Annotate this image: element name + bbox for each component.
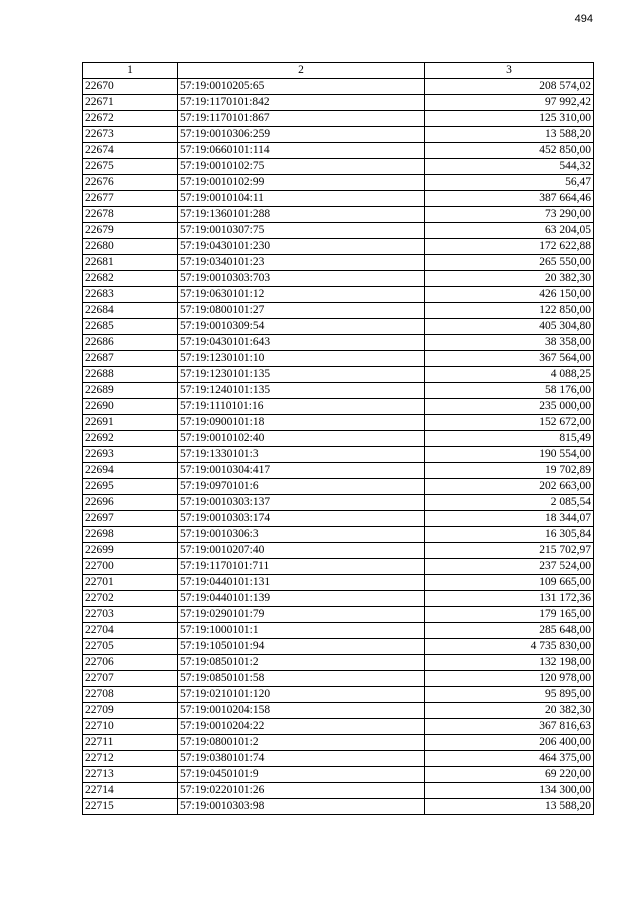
cadastral-value: 131 172,36 (425, 591, 594, 607)
table-row (83, 479, 594, 495)
cadastral-number: 57:19:0010306:3 (178, 527, 425, 543)
table-row (83, 399, 594, 415)
row-number: 22671 (83, 95, 178, 111)
cadastral-number: 57:19:0430101:643 (178, 335, 425, 351)
table-row (83, 79, 594, 95)
cadastral-value: 134 300,00 (425, 783, 594, 799)
row-number: 22689 (83, 383, 178, 399)
row-number: 22709 (83, 703, 178, 719)
cadastral-value: 190 554,00 (425, 447, 594, 463)
table-row (83, 175, 594, 191)
table-row (83, 783, 594, 799)
cadastral-number: 57:19:0010102:40 (178, 431, 425, 447)
cadastral-value: 235 000,00 (425, 399, 594, 415)
row-number: 22670 (83, 79, 178, 95)
cadastral-value: 464 375,00 (425, 751, 594, 767)
row-number: 22676 (83, 175, 178, 191)
cadastral-value: 2 085,54 (425, 495, 594, 511)
table-row (83, 591, 594, 607)
row-number: 22713 (83, 767, 178, 783)
cadastral-number: 57:19:1330101:3 (178, 447, 425, 463)
cadastral-number: 57:19:0800101:27 (178, 303, 425, 319)
cadastral-value: 13 588,20 (425, 127, 594, 143)
cadastral-number: 57:19:0010104:11 (178, 191, 425, 207)
cadastral-number: 57:19:0010303:137 (178, 495, 425, 511)
table-row (83, 767, 594, 783)
row-number: 22703 (83, 607, 178, 623)
cadastral-number: 57:19:0850101:58 (178, 671, 425, 687)
cadastral-number: 57:19:0450101:9 (178, 767, 425, 783)
cadastral-value: 265 550,00 (425, 255, 594, 271)
row-number: 22685 (83, 319, 178, 335)
table-row (83, 703, 594, 719)
table-row (83, 383, 594, 399)
cadastral-number: 57:19:1170101:842 (178, 95, 425, 111)
cadastral-number: 57:19:0010204:22 (178, 719, 425, 735)
cadastral-value: 109 665,00 (425, 575, 594, 591)
row-number: 22688 (83, 367, 178, 383)
table-row (83, 351, 594, 367)
table-row (83, 671, 594, 687)
cadastral-number: 57:19:0660101:114 (178, 143, 425, 159)
row-number: 22699 (83, 543, 178, 559)
table-row (83, 655, 594, 671)
cadastral-value: 16 305,84 (425, 527, 594, 543)
table-row (83, 303, 594, 319)
cadastral-value: 132 198,00 (425, 655, 594, 671)
row-number: 22711 (83, 735, 178, 751)
cadastral-number: 57:19:1000101:1 (178, 623, 425, 639)
cadastral-number: 57:19:0010205:65 (178, 79, 425, 95)
table-body (83, 79, 594, 815)
cadastral-value: 58 176,00 (425, 383, 594, 399)
row-number: 22684 (83, 303, 178, 319)
cadastral-value: 120 978,00 (425, 671, 594, 687)
row-number: 22675 (83, 159, 178, 175)
row-number: 22681 (83, 255, 178, 271)
cadastral-value: 179 165,00 (425, 607, 594, 623)
table-row (83, 607, 594, 623)
cadastral-value: 20 382,30 (425, 703, 594, 719)
cadastral-number: 57:19:0010306:259 (178, 127, 425, 143)
cadastral-number: 57:19:1360101:288 (178, 207, 425, 223)
row-number: 22694 (83, 463, 178, 479)
cadastral-value: 215 702,97 (425, 543, 594, 559)
table-row (83, 559, 594, 575)
cadastral-number: 57:19:0010309:54 (178, 319, 425, 335)
cadastral-value: 426 150,00 (425, 287, 594, 303)
row-number: 22701 (83, 575, 178, 591)
cadastral-value: 73 290,00 (425, 207, 594, 223)
cadastral-number: 57:19:0010204:158 (178, 703, 425, 719)
cadastral-value: 405 304,80 (425, 319, 594, 335)
row-number: 22683 (83, 287, 178, 303)
row-number: 22674 (83, 143, 178, 159)
table-row (83, 271, 594, 287)
row-number: 22686 (83, 335, 178, 351)
cadastral-number: 57:19:1110101:16 (178, 399, 425, 415)
row-number: 22712 (83, 751, 178, 767)
cadastral-value: 544,32 (425, 159, 594, 175)
cadastral-number: 57:19:0010303:703 (178, 271, 425, 287)
cadastral-value: 208 574,02 (425, 79, 594, 95)
table-row (83, 367, 594, 383)
table-row (83, 623, 594, 639)
row-number: 22702 (83, 591, 178, 607)
row-number: 22715 (83, 799, 178, 815)
table-row (83, 463, 594, 479)
column-header-2: 2 (178, 63, 425, 79)
row-number: 22708 (83, 687, 178, 703)
cadastral-value: 4 735 830,00 (425, 639, 594, 655)
table-row (83, 527, 594, 543)
cadastral-number: 57:19:0290101:79 (178, 607, 425, 623)
table-row (83, 543, 594, 559)
cadastral-value: 13 588,20 (425, 799, 594, 815)
cadastral-value: 367 816,63 (425, 719, 594, 735)
cadastral-number: 57:19:0010307:75 (178, 223, 425, 239)
cadastral-number: 57:19:0440101:139 (178, 591, 425, 607)
cadastral-number: 57:19:0010102:99 (178, 175, 425, 191)
table-row (83, 207, 594, 223)
cadastral-number: 57:19:1170101:867 (178, 111, 425, 127)
cadastral-number: 57:19:0220101:26 (178, 783, 425, 799)
cadastral-number: 57:19:0010102:75 (178, 159, 425, 175)
table-row (83, 511, 594, 527)
table-row (83, 319, 594, 335)
cadastral-number: 57:19:1240101:135 (178, 383, 425, 399)
row-number: 22679 (83, 223, 178, 239)
cadastral-value: 97 992,42 (425, 95, 594, 111)
cadastral-number: 57:19:0850101:2 (178, 655, 425, 671)
cadastral-number: 57:19:0900101:18 (178, 415, 425, 431)
cadastral-value: 4 088,25 (425, 367, 594, 383)
table-header-row (83, 63, 594, 79)
row-number: 22678 (83, 207, 178, 223)
row-number: 22680 (83, 239, 178, 255)
table-row (83, 191, 594, 207)
cadastral-number: 57:19:1050101:94 (178, 639, 425, 655)
cadastral-number: 57:19:0010303:174 (178, 511, 425, 527)
table-row (83, 431, 594, 447)
cadastral-value: 815,49 (425, 431, 594, 447)
cadastral-number: 57:19:1170101:711 (178, 559, 425, 575)
row-number: 22672 (83, 111, 178, 127)
table-row (83, 719, 594, 735)
cadastral-number: 57:19:0630101:12 (178, 287, 425, 303)
table-row (83, 111, 594, 127)
table-row (83, 239, 594, 255)
row-number: 22706 (83, 655, 178, 671)
table-row (83, 447, 594, 463)
cadastral-value: 63 204,05 (425, 223, 594, 239)
row-number: 22690 (83, 399, 178, 415)
cadastral-value: 367 564,00 (425, 351, 594, 367)
table-row (83, 415, 594, 431)
row-number: 22692 (83, 431, 178, 447)
cadastral-value: 19 702,89 (425, 463, 594, 479)
table-row (83, 687, 594, 703)
table-row (83, 95, 594, 111)
table-row (83, 751, 594, 767)
cadastral-number: 57:19:0010304:417 (178, 463, 425, 479)
cadastral-value: 237 524,00 (425, 559, 594, 575)
cadastral-value: 387 664,46 (425, 191, 594, 207)
row-number: 22700 (83, 559, 178, 575)
row-number: 22710 (83, 719, 178, 735)
column-header-3: 3 (425, 63, 594, 79)
cadastral-value: 38 358,00 (425, 335, 594, 351)
cadastral-value: 69 220,00 (425, 767, 594, 783)
row-number: 22697 (83, 511, 178, 527)
row-number: 22682 (83, 271, 178, 287)
table-row (83, 143, 594, 159)
table-row (83, 799, 594, 815)
row-number: 22704 (83, 623, 178, 639)
table-row (83, 335, 594, 351)
row-number: 22705 (83, 639, 178, 655)
row-number: 22677 (83, 191, 178, 207)
row-number: 22693 (83, 447, 178, 463)
cadastral-number: 57:19:1230101:10 (178, 351, 425, 367)
cadastral-number: 57:19:0010207:40 (178, 543, 425, 559)
row-number: 22698 (83, 527, 178, 543)
cadastral-value: 152 672,00 (425, 415, 594, 431)
table-row (83, 735, 594, 751)
cadastral-number: 57:19:0430101:230 (178, 239, 425, 255)
column-header-1: 1 (83, 63, 178, 79)
cadastral-value: 18 344,07 (425, 511, 594, 527)
registry-table (82, 62, 594, 815)
cadastral-number: 57:19:0210101:120 (178, 687, 425, 703)
row-number: 22696 (83, 495, 178, 511)
cadastral-number: 57:19:0380101:74 (178, 751, 425, 767)
cadastral-number: 57:19:0440101:131 (178, 575, 425, 591)
cadastral-value: 95 895,00 (425, 687, 594, 703)
row-number: 22714 (83, 783, 178, 799)
cadastral-number: 57:19:0340101:23 (178, 255, 425, 271)
cadastral-value: 20 382,30 (425, 271, 594, 287)
table-row (83, 127, 594, 143)
row-number: 22695 (83, 479, 178, 495)
table-row (83, 223, 594, 239)
cadastral-number: 57:19:0970101:6 (178, 479, 425, 495)
table-row (83, 159, 594, 175)
cadastral-number: 57:19:0010303:98 (178, 799, 425, 815)
cadastral-value: 202 663,00 (425, 479, 594, 495)
cadastral-number: 57:19:0800101:2 (178, 735, 425, 751)
cadastral-value: 452 850,00 (425, 143, 594, 159)
page-number: 494 (574, 13, 593, 25)
cadastral-value: 122 850,00 (425, 303, 594, 319)
cadastral-number: 57:19:1230101:135 (178, 367, 425, 383)
row-number: 22673 (83, 127, 178, 143)
row-number: 22707 (83, 671, 178, 687)
cadastral-value: 56,47 (425, 175, 594, 191)
table-row (83, 255, 594, 271)
cadastral-value: 206 400,00 (425, 735, 594, 751)
row-number: 22691 (83, 415, 178, 431)
cadastral-value: 125 310,00 (425, 111, 594, 127)
table-row (83, 495, 594, 511)
cadastral-value: 285 648,00 (425, 623, 594, 639)
row-number: 22687 (83, 351, 178, 367)
table-row (83, 575, 594, 591)
table-row (83, 639, 594, 655)
table-row (83, 287, 594, 303)
cadastral-value: 172 622,88 (425, 239, 594, 255)
